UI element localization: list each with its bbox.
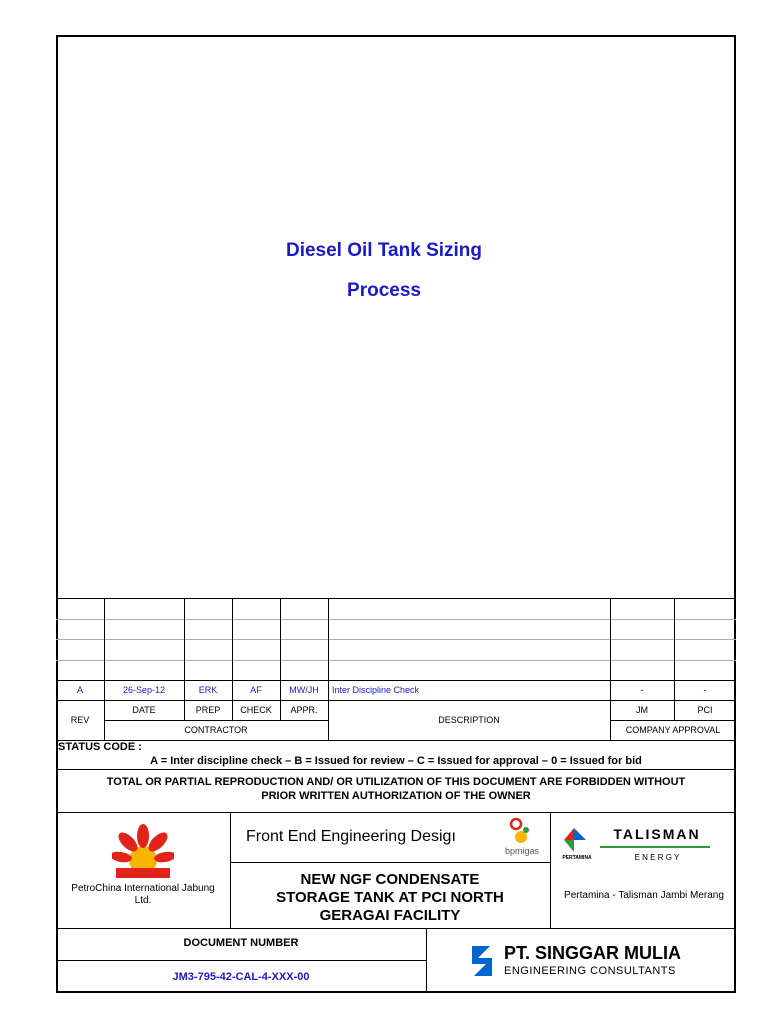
jm-header: JM (636, 705, 648, 715)
check-value: AF (250, 685, 262, 695)
appr-value: MW/JH (289, 685, 319, 695)
description-value: Inter Discipline Check (332, 685, 420, 695)
pertamina-small-text: PERTAMINA (562, 855, 592, 861)
consultant-name: PT. SINGGAR MULIA (504, 943, 682, 963)
pertamina-talisman-name: Pertamina - Talisman Jambi Merang (564, 889, 724, 901)
description-header: DESCRIPTION (438, 715, 500, 725)
talisman-brand: TALISMAN (613, 826, 701, 842)
pci-value: - (703, 685, 707, 695)
status-code-label: STATUS CODE : (58, 741, 142, 753)
feed-title: Front End Engineering Desigı (246, 828, 456, 845)
feed-cell (232, 812, 494, 862)
bpmigas-text: bpmigas (504, 846, 540, 856)
jm-value: - (640, 685, 644, 695)
date-value: 26-Sep-12 (122, 685, 166, 695)
notice-line-1: TOTAL OR PARTIAL REPRODUCTION AND/ OR UTILIZATION OF THIS DOCUMENT ARE FORBIDDEN WITHOUT (106, 776, 686, 788)
pertamina-logo-icon (562, 826, 588, 854)
rev-value: A (76, 685, 83, 695)
prep-header: PREP (195, 705, 221, 715)
document-number-label: DOCUMENT NUMBER (183, 937, 299, 949)
talisman-sub: E N E R G Y (634, 852, 680, 862)
prep-value: ERK (198, 685, 218, 695)
petrochina-name-line-2: Ltd. (134, 894, 152, 906)
contractor-header: CONTRACTOR (184, 725, 248, 735)
status-code-text: A = Inter discipline check – B = Issued for review – C = Issued for approval – 0 = Issued for bid (150, 755, 642, 767)
project-line-3: GERAGAI FACILITY (319, 906, 461, 924)
consultant-sub: ENGINEERING CONSULTANTS (504, 965, 676, 977)
appr-header: APPR. (290, 705, 318, 715)
document-discipline: Process (347, 280, 421, 301)
petrochina-logo-icon (112, 824, 174, 878)
bpmigas-logo-icon (507, 817, 533, 845)
date-header: DATE (132, 705, 156, 715)
talisman-divider (600, 846, 710, 848)
petrochina-name-line-1: PetroChina International Jabung (71, 882, 215, 894)
pci-header: PCI (697, 705, 713, 715)
company-approval-header: COMPANY APPROVAL (625, 725, 721, 735)
project-line-1: NEW NGF CONDENSATE (300, 870, 480, 888)
notice-line-2: PRIOR WRITTEN AUTHORIZATION OF THE OWNER (261, 790, 531, 802)
project-line-2: STORAGE TANK AT PCI NORTH (276, 888, 504, 906)
document-number-value: JM3-795-42-CAL-4-XXX-00 (172, 971, 310, 983)
singgar-mulia-logo-icon (470, 944, 496, 978)
check-header: CHECK (240, 705, 272, 715)
document-title: Diesel Oil Tank Sizing (285, 240, 483, 261)
rev-header: REV (70, 715, 90, 725)
